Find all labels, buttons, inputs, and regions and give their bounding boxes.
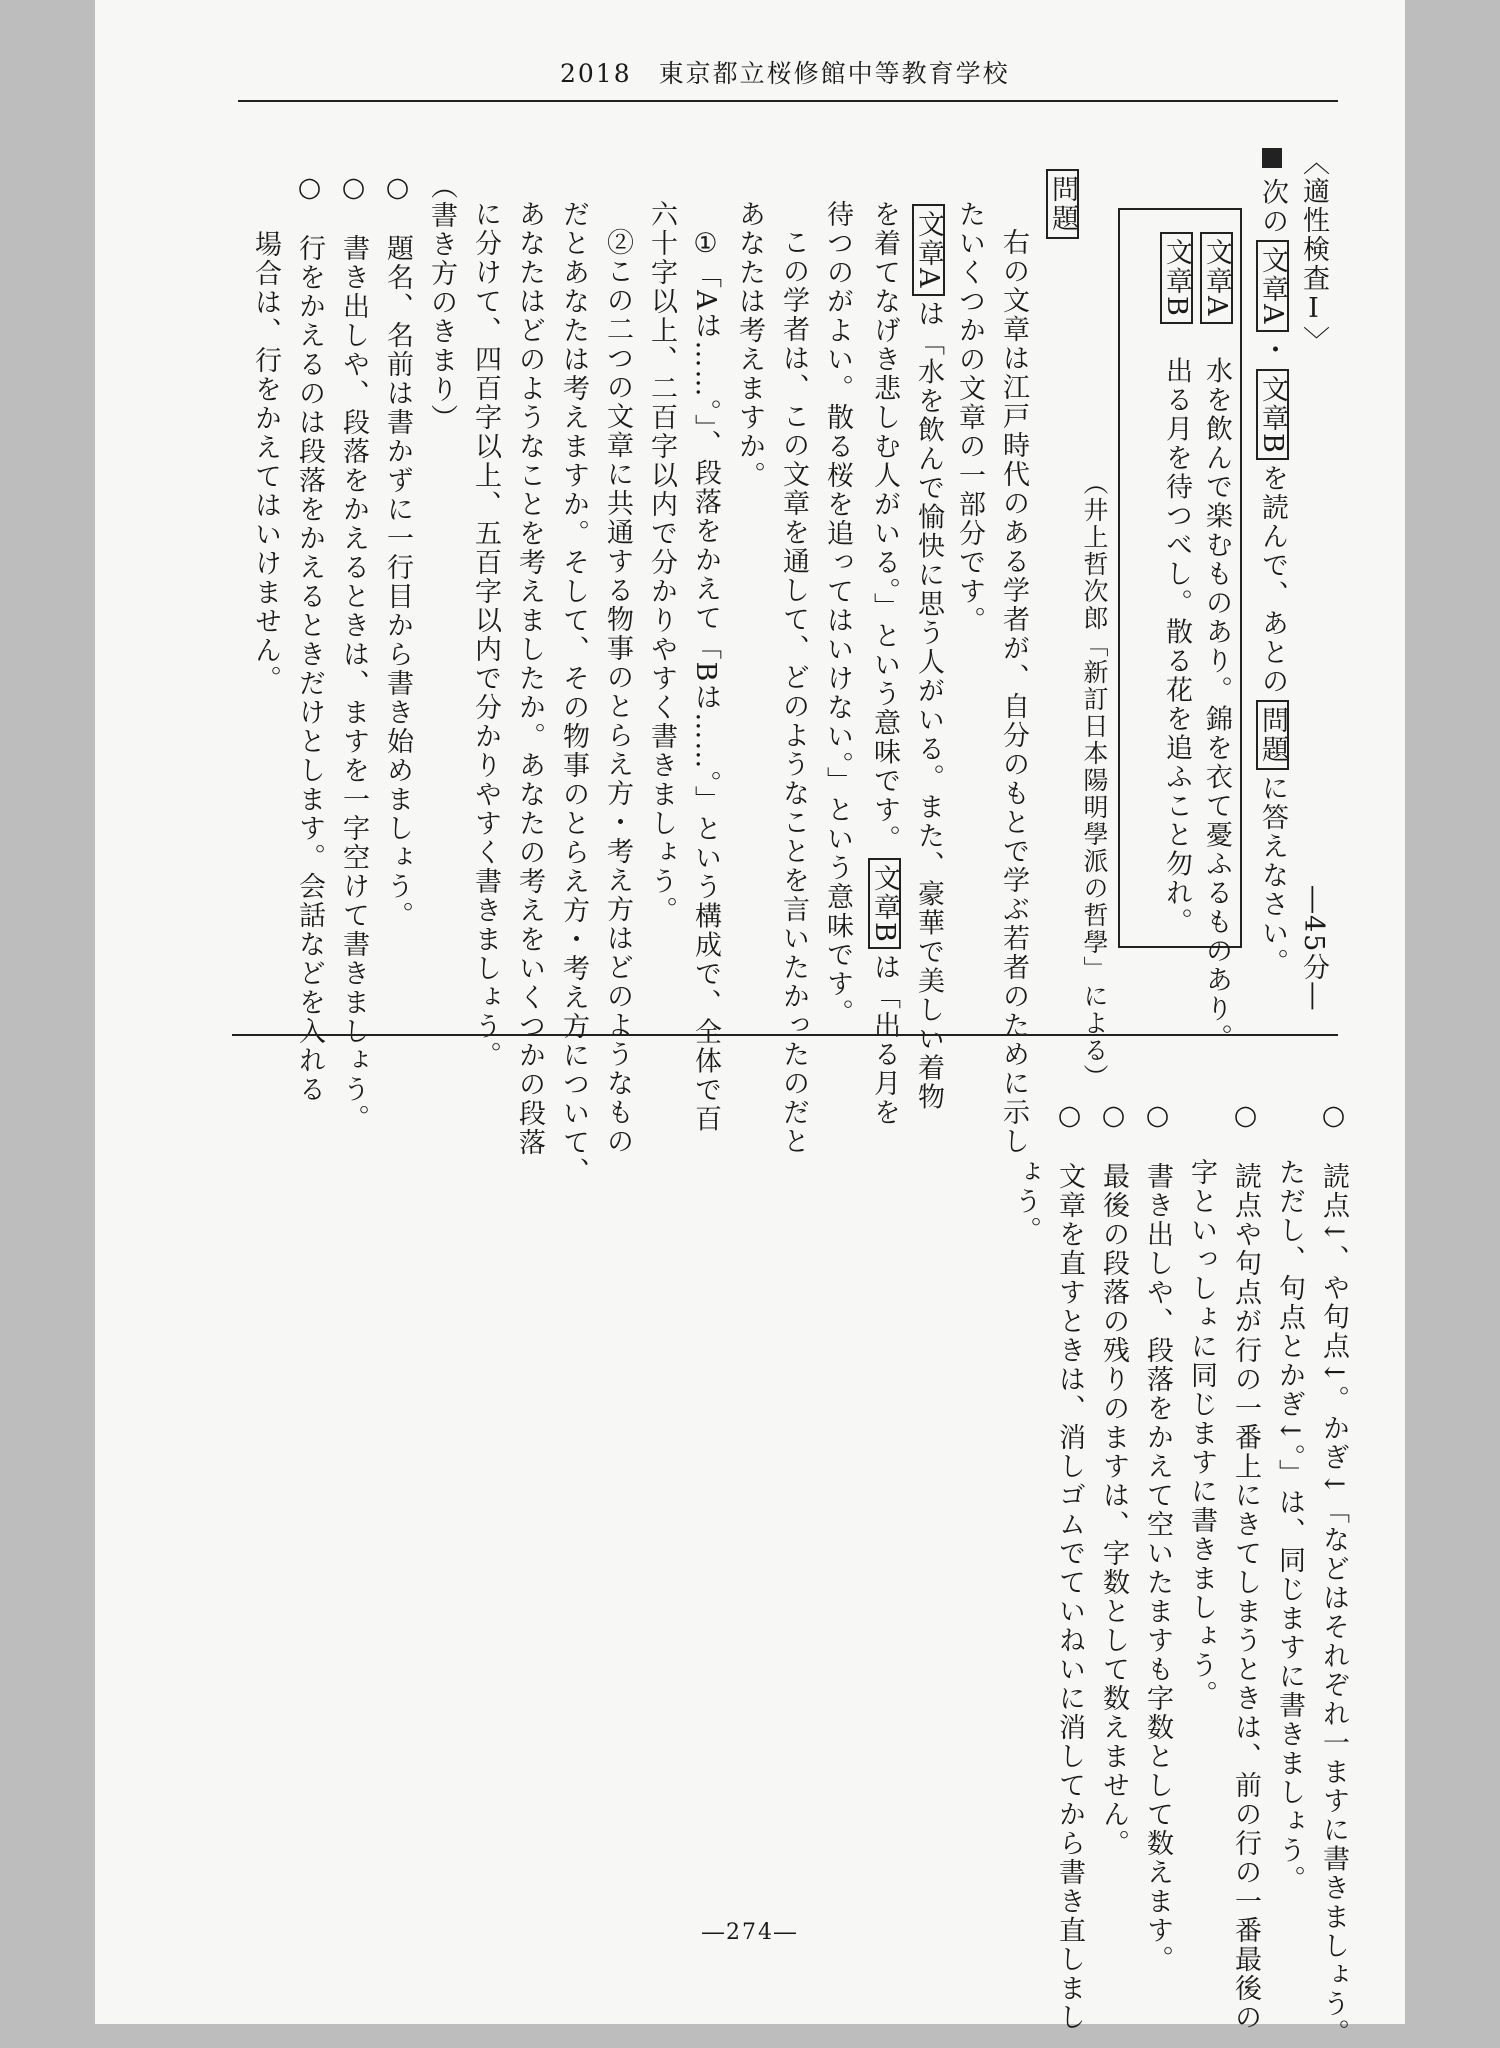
problem-p2-line3: 待つのがよい。散る桜を追ってはいけない。」という意味です。	[822, 200, 853, 1028]
rule-3-line2: 場合は、行をかえてはいけません。	[250, 172, 281, 694]
quote-source: （井上哲次郎「新訂日本陽明學派の哲學」による）	[1080, 470, 1109, 1091]
rule-7: ○ 最後の段落の残りのますは、字数として数えません。	[1098, 1100, 1129, 1858]
time-limit: ―45分―	[1298, 886, 1329, 1012]
rule-2: ○ 書き出しや、段落をかえるときは、ますを一字空けて書きましょう。	[338, 172, 369, 1133]
label-box-problem: 問題	[1256, 700, 1289, 770]
problem-label: 問題	[1046, 165, 1079, 243]
rule-5-line1: ○ 読点や句点が行の一番上にきてしまうときは、前の行の一番最後の	[1230, 1100, 1261, 2032]
problem-p3-line1: この学者は、この文章を通して、どのようなことを言いたかったのだと	[778, 228, 809, 1156]
page-header: 2018 東京都立桜修館中等教育学校	[560, 59, 1010, 88]
problem-p2-line2: を着てなげき悲しむ人がいる。」という意味です。文章Bは「出る月を	[869, 200, 900, 1128]
diamond-bullet-icon	[1262, 148, 1282, 168]
question-2-line3: あなたはどのようなことを考えましたか。あなたの考えをいくつかの段落	[514, 200, 545, 1157]
question-1-line2: 六十字以上、二百字以内で分かりやすく書きましょう。	[646, 200, 677, 925]
question-1-line1: ①「Aは……。」、段落をかえて「Bは……。」という構成で、全体で百	[690, 228, 721, 1134]
rule-3-line1: ○ 行をかえるのは段落をかえるときだけとします。会話などを入れる	[294, 172, 325, 1104]
rule-1: ○ 題名、名前は書かずに一行目から書き始めましょう。	[382, 172, 413, 930]
problem-p3-line2: あなたは考えますか。	[734, 200, 765, 490]
problem-p2-line1: 文章Aは「水を飲んで愉快に思う人がいる。また、豪華で美しい着物	[912, 200, 945, 1112]
section-divider	[232, 1034, 1338, 1036]
rule-6: ○ 書き出しや、段落をかえて空いたますも字数として数えます。	[1142, 1100, 1173, 1974]
rule-5-line2: 字といっしょに同じますに書きましょう。	[1186, 1100, 1217, 1709]
header-rule	[238, 100, 1338, 102]
problem-p1-line2: たいくつかの文章の一部分です。	[954, 200, 985, 635]
rule-8-line2: ょう。	[1010, 1100, 1041, 1245]
section-label: 〈適性検査Ⅰ〉	[1298, 148, 1329, 355]
rule-4-line1: ○ 読点↓、や句点↓。かぎ↓「などはそれぞれ一ますに書きましょう。	[1318, 1100, 1349, 2048]
label-box-b: 文章B	[1256, 369, 1289, 461]
question-2-line4: に分けて、四百字以上、五百字以内で分かりやすく書きましょう。	[470, 200, 501, 1070]
quote-line-a: 文章A 水を飲んで楽むものあり。錦を衣て憂ふるものあり。	[1200, 228, 1233, 1053]
question-2-line1: ②この二つの文章に共通する物事のとらえ方・考え方はどのようなもの	[602, 228, 633, 1156]
label-box-a: 文章A	[1256, 240, 1289, 332]
quote-label-a: 文章A	[1200, 232, 1233, 324]
instruction-line: 次の文章A・文章Bを読んで、あとの問題に答えなさい。	[1256, 148, 1289, 977]
quote-label-b: 文章B	[1160, 232, 1193, 324]
rule-8-line1: ○ 文章を直すときは、消しゴムでていねいに消してから書き直しまし	[1054, 1100, 1085, 2032]
quote-line-b: 文章B 出る月を待つべし。散る花を追ふこと勿れ。	[1160, 228, 1193, 937]
rule-4-line2: ただし、句点とかぎ↓。」は、同じますに書きましょう。	[1274, 1100, 1305, 1895]
question-2-line2: だとあなたは考えますか。そして、その物事のとらえ方・考え方について、	[558, 200, 589, 1186]
rules-title: （書き方のきまり）	[426, 172, 457, 433]
page-number: ―274―	[702, 1920, 798, 1945]
problem-p1-line1: 右の文章は江戸時代のある学者が、自分のもとで学ぶ若者のために示し	[998, 228, 1029, 1156]
